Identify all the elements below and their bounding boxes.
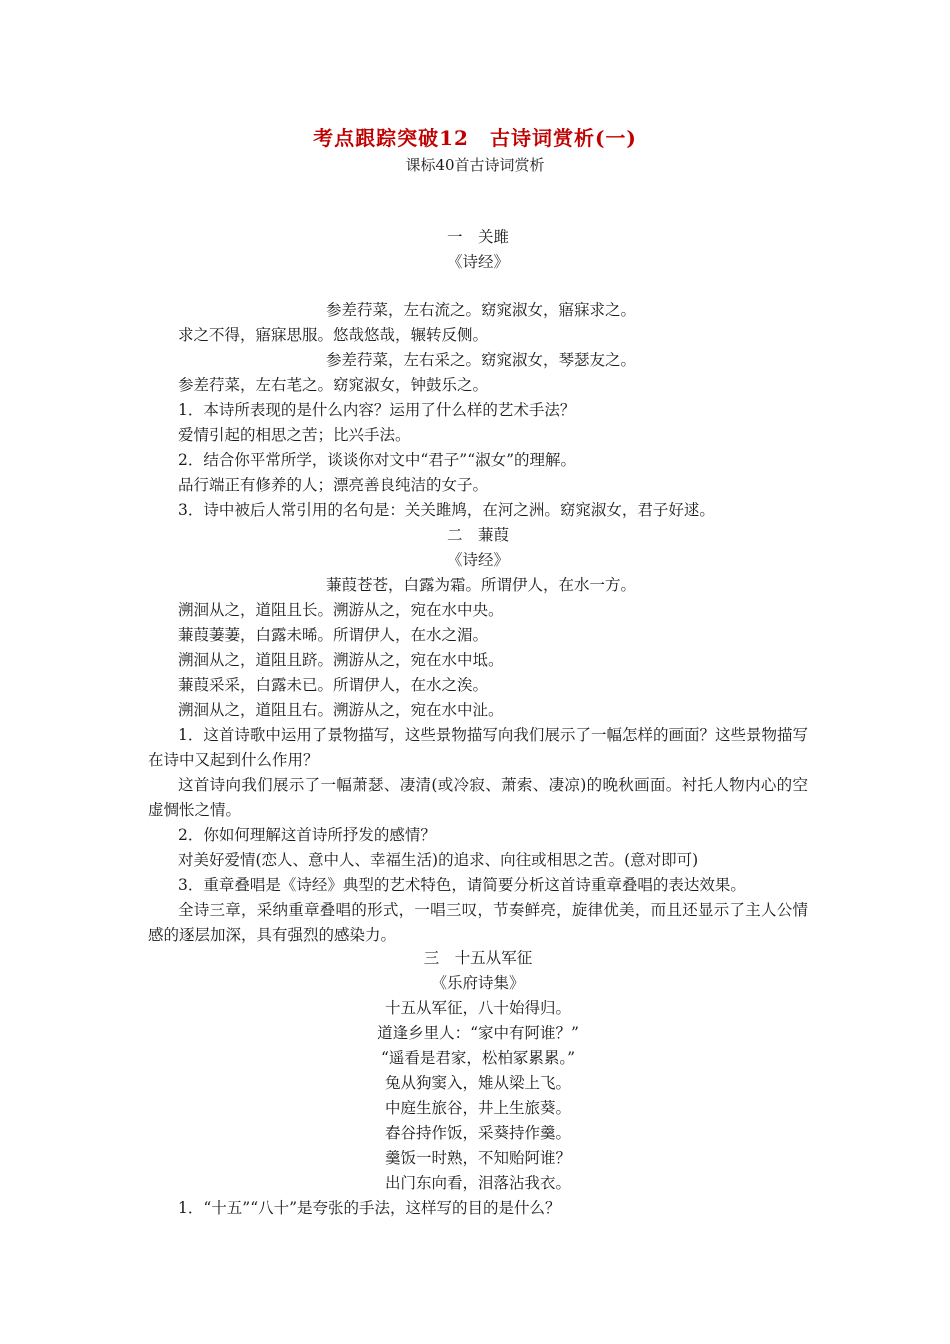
poem-line: 溯洄从之，道阻且跻。溯游从之，宛在水中坻。 [178,651,504,669]
poem-line: 参差荇菜，左右采之。窈窕淑女，琴瑟友之。 [326,351,637,369]
poem-line: 羹饭一时熟，不知贻阿谁？ [384,1149,571,1167]
poem-line: 蒹葭采采，白露未已。所谓伊人，在水之涘。 [178,676,489,694]
poem-line: 溯洄从之，道阻且长。溯游从之，宛在水中央。 [178,601,504,619]
page-subtitle: 课标40首古诗词赏析 [405,156,545,174]
poem-line: 中庭生旅谷，井上生旅葵。 [384,1099,571,1117]
section-heading: 一 关雎 [446,228,509,246]
question: 3．诗中被后人常引用的名句是：关关雎鸠，在河之洲。窈窕淑女，君子好逑。 [178,501,715,519]
poem-line: 蒹葭萋萋，白露未晞。所谓伊人，在水之湄。 [178,626,489,644]
poem-line: 舂谷持作饭，采葵持作羹。 [384,1124,571,1142]
poem-line: 蒹葭苍苍，白露为霜。所谓伊人，在水一方。 [326,576,637,594]
question: 1．“十五”“八十”是夸张的手法，这样写的目的是什么？ [178,1199,561,1217]
poem-line: 求之不得，寤寐思服。悠哉悠哉，辗转反侧。 [178,326,489,344]
poem-line: 参差荇菜，左右流之。窈窕淑女，寤寐求之。 [326,301,637,319]
poem-line: 道逢乡里人：“家中有阿谁？” [377,1024,579,1042]
section-heading: 三 十五从军征 [423,949,533,967]
section-heading: 二 蒹葭 [446,526,509,544]
question: 2．结合你平常所学，谈谈你对文中“君子”“淑女”的理解。 [178,451,577,469]
section-source: 《诗经》 [446,551,509,569]
answer: 对美好爱情(恋人、意中人、幸福生活)的追求、向往或相思之苦。(意对即可) [178,851,699,869]
question: 1．本诗所表现的是什么内容？运用了什么样的艺术手法？ [178,401,576,419]
answer: 这首诗向我们展示了一幅萧瑟、凄清(或冷寂、萧索、凄凉)的晚秋画面。衬托人物内心的空虚惆怅之情。 [148,776,808,819]
poem-line: 参差荇菜，左右芼之。窈窕淑女，钟鼓乐之。 [178,376,489,394]
question: 1．这首诗歌中运用了景物描写，这些景物描写向我们展示了一幅怎样的画面？这些景物描写在诗中又起到什么作用？ [148,726,808,769]
poem-line: 兔从狗窦入，雉从梁上飞。 [384,1074,571,1092]
question: 2．你如何理解这首诗所抒发的感情？ [178,826,436,844]
question: 3．重章叠唱是《诗经》典型的艺术特色，请简要分析这首诗重章叠唱的表达效果。 [178,876,746,894]
answer: 全诗三章，采纳重章叠唱的形式，一唱三叹，节奏鲜亮，旋律优美，而且还显示了主人公情感的逐层加深，具有强烈的感染力。 [148,901,808,944]
answer: 品行端正有修养的人；漂亮善良纯洁的女子。 [178,476,489,494]
poem-line: 十五从军征，八十始得归。 [384,999,571,1017]
page-title: 考点跟踪突破12 古诗词赏析(一) [313,126,637,150]
answer: 爱情引起的相思之苦；比兴手法。 [178,426,411,444]
poem-line: “遥看是君家，松柏冢累累。” [380,1049,576,1067]
poem-line: 出门东向看，泪落沾我衣。 [384,1174,571,1192]
section-source: 《乐府诗集》 [431,974,525,992]
poem-line: 溯洄从之，道阻且右。溯游从之，宛在水中沚。 [178,701,504,719]
section-source: 《诗经》 [446,253,509,271]
